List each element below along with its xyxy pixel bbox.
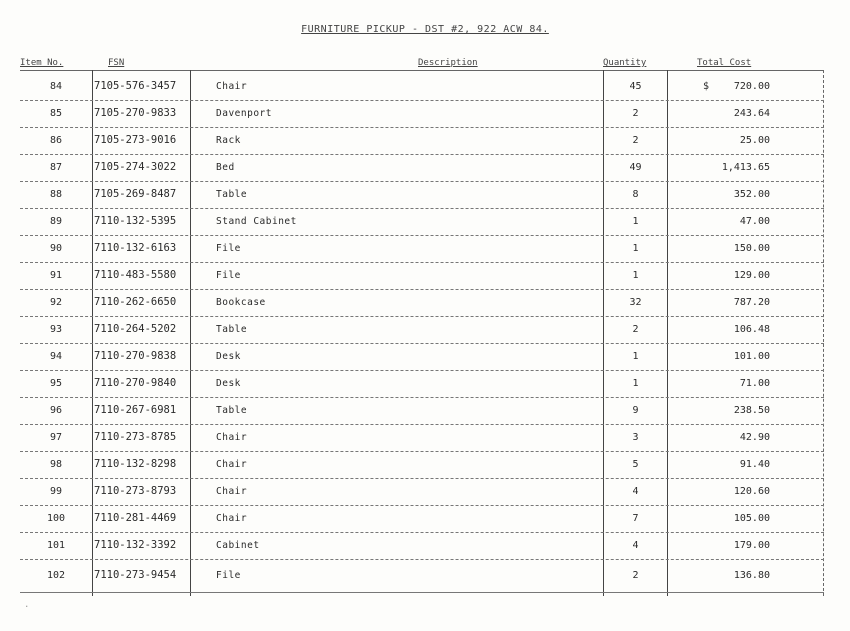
fsn-cell: 7105-274-3022: [94, 161, 177, 173]
description-cell: Bookcase: [216, 297, 266, 308]
quantity-cell: 49: [629, 162, 642, 173]
description-cell: Davenport: [216, 108, 272, 119]
total-cost-cell: 129.00: [733, 270, 770, 281]
scan-mark: .: [24, 600, 30, 610]
description-cell: Chair: [216, 81, 248, 92]
table-row: [20, 262, 824, 290]
table-row: [20, 451, 824, 479]
quantity-cell: 2: [632, 135, 639, 146]
total-cost-cell: 71.00: [739, 378, 770, 389]
item-no-cell: 100: [46, 513, 66, 524]
fsn-cell: 7110-281-4469: [94, 512, 177, 524]
fsn-cell: 7110-132-6163: [94, 242, 177, 254]
item-no-cell: 89: [49, 216, 63, 227]
item-no-cell: 94: [49, 351, 63, 362]
total-cost-cell: 1,413.65: [721, 162, 770, 173]
total-cost-cell: 25.00: [739, 135, 770, 146]
table-row: [20, 208, 824, 236]
quantity-cell: 1: [632, 351, 639, 362]
item-no-cell: 91: [49, 270, 63, 281]
item-no-cell: 84: [49, 81, 63, 92]
total-cost-cell: 120.60: [733, 486, 770, 497]
fsn-cell: 7110-132-5395: [94, 215, 177, 227]
item-no-cell: 98: [49, 459, 63, 470]
page-title: FURNITURE PICKUP - DST #2, 922 ACW 84.: [301, 24, 549, 35]
fsn-cell: 7105-270-9833: [94, 107, 177, 119]
total-cost-cell: 352.00: [733, 189, 770, 200]
item-no-cell: 101: [46, 540, 66, 551]
total-cost-cell: 105.00: [733, 513, 770, 524]
header-item-no: Item No.: [20, 58, 64, 68]
table-row: [20, 559, 824, 593]
quantity-cell: 2: [632, 108, 639, 119]
item-no-cell: 86: [49, 135, 63, 146]
fsn-cell: 7110-264-5202: [94, 323, 177, 335]
description-cell: Bed: [216, 162, 235, 173]
total-cost-cell: 47.00: [739, 216, 770, 227]
description-cell: Stand Cabinet: [216, 216, 297, 227]
fsn-cell: 7110-270-9840: [94, 377, 177, 389]
quantity-cell: 9: [632, 405, 639, 416]
item-no-cell: 96: [49, 405, 63, 416]
description-cell: Chair: [216, 459, 248, 470]
table-row: [20, 235, 824, 263]
total-cost-cell: 91.40: [739, 459, 770, 470]
description-cell: Table: [216, 189, 248, 200]
fsn-cell: 7110-262-6650: [94, 296, 177, 308]
quantity-cell: 1: [632, 243, 639, 254]
description-cell: Cabinet: [216, 540, 260, 551]
total-cost-cell: 720.00: [733, 81, 770, 92]
fsn-cell: 7110-132-3392: [94, 539, 177, 551]
description-cell: Desk: [216, 351, 241, 362]
total-cost-cell: 150.00: [733, 243, 770, 254]
currency-symbol: $: [703, 81, 710, 92]
fsn-cell: 7105-576-3457: [94, 80, 177, 92]
total-cost-cell: 101.00: [733, 351, 770, 362]
description-cell: Table: [216, 324, 248, 335]
table-row: [20, 181, 824, 209]
fsn-cell: 7105-269-8487: [94, 188, 177, 200]
total-cost-cell: 106.48: [733, 324, 770, 335]
description-cell: File: [216, 570, 241, 581]
quantity-cell: 1: [632, 216, 639, 227]
item-no-cell: 87: [49, 162, 63, 173]
quantity-cell: 7: [632, 513, 639, 524]
table-row: [20, 424, 824, 452]
item-no-cell: 102: [46, 570, 66, 581]
fsn-cell: 7110-273-8785: [94, 431, 177, 443]
description-cell: File: [216, 270, 241, 281]
item-no-cell: 90: [49, 243, 63, 254]
table-row: [20, 370, 824, 398]
table-row: [20, 154, 824, 182]
total-cost-cell: 243.64: [733, 108, 770, 119]
table-row: [20, 397, 824, 425]
fsn-cell: 7105-273-9016: [94, 134, 177, 146]
fsn-cell: 7110-267-6981: [94, 404, 177, 416]
fsn-cell: 7110-132-8298: [94, 458, 177, 470]
table-row: [20, 343, 824, 371]
table-row: [20, 478, 824, 506]
item-no-cell: 92: [49, 297, 63, 308]
table-row: [20, 73, 824, 101]
description-cell: Rack: [216, 135, 241, 146]
quantity-cell: 8: [632, 189, 639, 200]
description-cell: Table: [216, 405, 248, 416]
description-cell: Chair: [216, 432, 248, 443]
quantity-cell: 2: [632, 324, 639, 335]
header-quantity: Quantity: [603, 58, 647, 68]
quantity-cell: 32: [629, 297, 642, 308]
header-fsn: FSN: [108, 58, 125, 68]
quantity-cell: 1: [632, 270, 639, 281]
total-cost-cell: 179.00: [733, 540, 770, 551]
table-row: [20, 127, 824, 155]
fsn-cell: 7110-270-9838: [94, 350, 177, 362]
fsn-cell: 7110-273-9454: [94, 569, 177, 581]
quantity-cell: 5: [632, 459, 639, 470]
quantity-cell: 3: [632, 432, 639, 443]
table-row: [20, 316, 824, 344]
header-total-cost: Total Cost: [697, 58, 752, 68]
description-cell: File: [216, 243, 241, 254]
total-cost-cell: 136.80: [733, 570, 770, 581]
table-row: [20, 289, 824, 317]
description-cell: Chair: [216, 486, 248, 497]
description-cell: Chair: [216, 513, 248, 524]
table-row: [20, 505, 824, 533]
item-no-cell: 88: [49, 189, 63, 200]
item-no-cell: 85: [49, 108, 63, 119]
quantity-cell: 1: [632, 378, 639, 389]
quantity-cell: 4: [632, 540, 639, 551]
fsn-cell: 7110-273-8793: [94, 485, 177, 497]
item-no-cell: 97: [49, 432, 63, 443]
item-no-cell: 99: [49, 486, 63, 497]
quantity-cell: 2: [632, 570, 639, 581]
table-row: [20, 100, 824, 128]
item-no-cell: 95: [49, 378, 63, 389]
item-no-cell: 93: [49, 324, 63, 335]
total-cost-cell: 238.50: [733, 405, 770, 416]
total-cost-cell: 787.20: [733, 297, 770, 308]
header-description: Description: [418, 58, 478, 68]
description-cell: Desk: [216, 378, 241, 389]
total-cost-cell: 42.90: [739, 432, 770, 443]
fsn-cell: 7110-483-5580: [94, 269, 177, 281]
quantity-cell: 4: [632, 486, 639, 497]
quantity-cell: 45: [629, 81, 642, 92]
table-row: [20, 532, 824, 560]
